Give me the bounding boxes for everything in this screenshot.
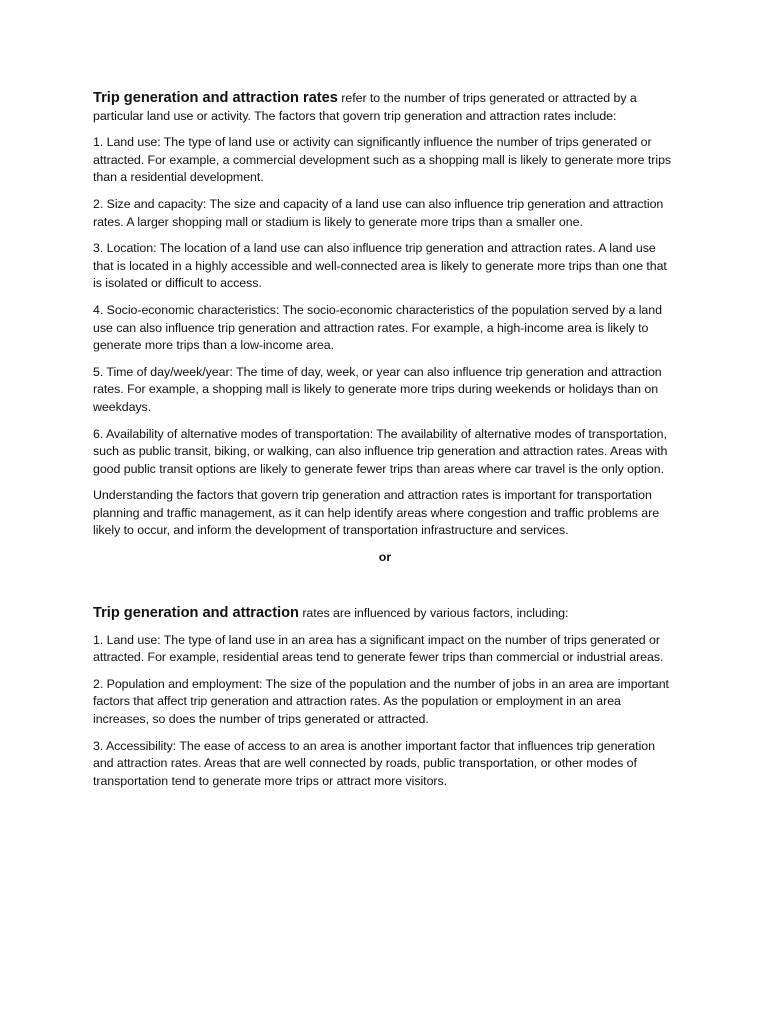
section-two (93, 605, 677, 790)
factor-item-land-use: 1. Land use: The type of land use or activity can significantly influence the number of trips generated or attracted. For example, a commercial development such as a shopping mall is likely to generate more trips than a residential development. (93, 135, 672, 185)
or-separator: or (378, 550, 392, 565)
intro-lead-two: Trip generation and attraction (93, 605, 299, 622)
conclusion-paragraph: Understanding the factors that govern trip generation and attraction rates is important for transportation planning and traffic management, as it can help identify areas where congestion and traffic problems are likely to occur, and inform the development of transportation infrastructure and services. (93, 488, 660, 538)
document-page (93, 90, 677, 799)
factor-item-size-capacity: 2. Size and capacity: The size and capacity of a land use can also influence trip generation and attraction rates. A larger shopping mall or stadium is likely to generate more trips than a smaller one. (93, 196, 664, 229)
intro-paragraph-two (93, 605, 677, 623)
intro-rest: refer to the number of trips generated or attracted by a particular land use or activity. The factors that govern trip generation and attraction rates include: (93, 91, 637, 123)
factor-item-location: 3. Location: The location of a land use can also influence trip generation and attraction rates. A land use that is located in a highly accessible and well-connected area is likely to generate more trips than one that is isolated or difficult to access. (93, 241, 667, 291)
factor-item-time: 5. Time of day/week/year: The time of day, week, or year can also influence trip generation and attraction rates. For example, a shopping mall is likely to generate more trips during weekends or holidays than on weekdays. (93, 364, 662, 414)
factor-item-socio-economic: 4. Socio-economic characteristics: The socio-economic characteristics of the population served by a land use can also influence trip generation and attraction rates. For example, a high-income area is likely to generate more trips than a low-income area. (93, 302, 662, 353)
factor-item-alternative-modes: 6. Availability of alternative modes of transportation: The availability of alternative modes of transportation, such as public transit, biking, or walking, can also influence trip generation and attraction rates. Areas with good public transit options are likely to generate fewer trips than areas where car travel is the only option. (93, 426, 668, 476)
factor-item-accessibility: 3. Accessibility: The ease of access to an area is another important factor that influences trip generation and attraction rates. Areas that are well connected by roads, public transportation, or other modes of transportation tend to generate more trips or attract more visitors. (93, 738, 655, 788)
factor-item-land-use-two: 1. Land use: The type of land use in an area has a significant impact on the number of trips generated or attracted. For example, residential areas tend to generate fewer trips than commercial or industrial areas. (93, 632, 664, 665)
section-one (93, 90, 677, 540)
intro-lead: Trip generation and attraction rates (93, 90, 338, 106)
intro-paragraph (93, 90, 677, 125)
factor-item-population-employment: 2. Population and employment: The size of the population and the number of jobs in an area are important factors that affect trip generation and attraction rates. As the population or employment in an area increases, so does the number of trips generated or attracted. (93, 676, 669, 727)
intro-rest-two: rates are influenced by various factors, including: (298, 606, 569, 621)
